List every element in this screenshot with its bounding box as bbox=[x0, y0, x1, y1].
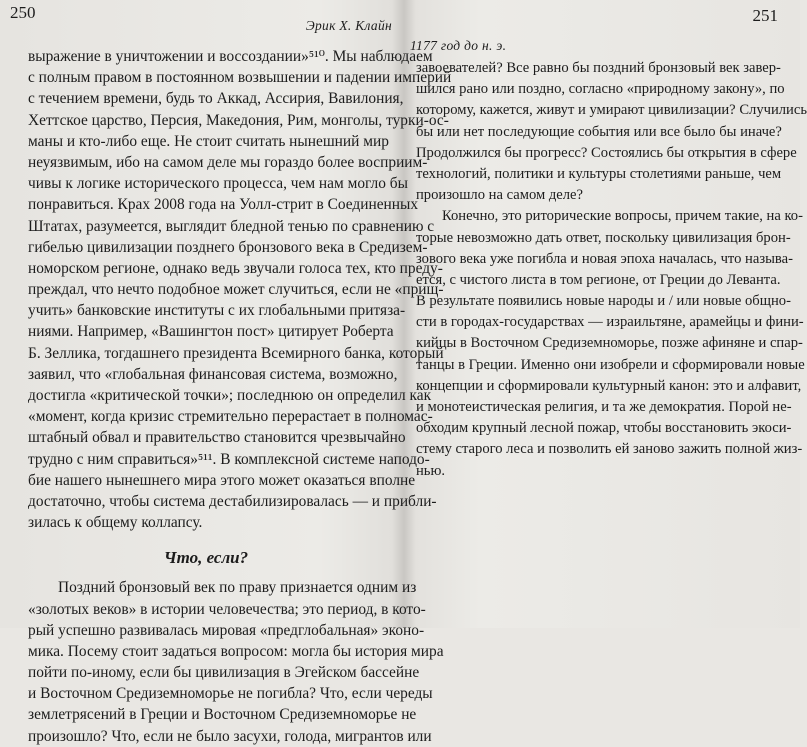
text-line: Продолжился бы прогресс? Состоялись бы открытия в сфере bbox=[416, 144, 797, 161]
text-line: концепции и сформировали культурный канон: это и алфавит, bbox=[416, 377, 802, 394]
right-text-block bbox=[416, 58, 807, 482]
text-line: кийцы в Восточном Средиземноморье, позже афиняне и спар- bbox=[416, 335, 803, 352]
text-line: неуязвимым, ибо на самом деле мы гораздо более восприим- bbox=[28, 153, 428, 171]
text-line: Б. Зеллика, тогдашнего президента Всемирного банка, который bbox=[28, 344, 444, 362]
text-line: Конечно, это риторические вопросы, причем такие, на ко- bbox=[442, 208, 803, 225]
text-line: торые невозможно дать ответ, поскольку цивилизация брон- bbox=[416, 229, 791, 246]
text-line: танцы в Греции. Именно они изобрели и сформировали новые bbox=[416, 356, 805, 373]
text-line: преждал, что нечто подобное может случиться, если не «прищ- bbox=[28, 281, 444, 299]
page-number: 250 bbox=[10, 3, 36, 22]
text-line: рый успешно развивалась мировая «предглобальная» эконо- bbox=[28, 621, 425, 639]
text-line: чивы к логике исторического процесса, чем нам могло бы bbox=[28, 175, 408, 193]
text-line: и монотеистическая религия, и та же демократия. Порой не- bbox=[416, 399, 792, 415]
text-line: мика. Посему стоит задаться вопросом: могла бы история мира bbox=[28, 642, 444, 660]
text-line: штабный обвал и правительство становится чрезвычайно bbox=[28, 429, 406, 447]
text-line: бы или нет последующие события или все было бы иначе? bbox=[416, 123, 782, 140]
text-line: понравиться. Крах 2008 года на Уолл-стрит в Соединенных bbox=[28, 196, 419, 214]
text-line: гибелью цивилизации позднего бронзового века в Средизем- bbox=[28, 238, 428, 256]
text-line: завоевателей? Все равно бы поздний бронзовый век завер- bbox=[416, 60, 781, 76]
text-line: Хеттское царство, Персия, Македония, Рим, монголы, турки-ос- bbox=[28, 111, 449, 129]
text-line: ниями. Например, «Вашингтон пост» цитирует Роберта bbox=[28, 323, 394, 341]
text-line: достигла «критической точки»; последнюю он определил как bbox=[28, 387, 432, 404]
text-line: произошло на самом деле? bbox=[416, 187, 584, 204]
text-line: с полным правом в постоянном возвышении и падении империй bbox=[28, 69, 452, 87]
text-line: учить» банковские институты с их глобальными притяза- bbox=[28, 302, 406, 320]
text-line: обходим крупный лесной пожар, чтобы восстановить экоси- bbox=[416, 420, 792, 437]
section-heading: Что, если? bbox=[163, 548, 249, 568]
text-line: произошло? Что, если не было засухи, голода, мигрантов или bbox=[28, 727, 432, 745]
left-text-block bbox=[28, 46, 452, 747]
text-line: и Восточном Средиземноморье не погибла? Что, если череды bbox=[28, 685, 433, 703]
text-line: Штатах, разумеется, выглядит бледной тенью по сравнению с bbox=[28, 217, 435, 235]
text-line: номорском регионе, однако ведь звучали голоса тех, кто преду- bbox=[28, 259, 443, 277]
text-line: нью. bbox=[416, 462, 446, 479]
text-line: технологий, политики и культуры столетиями раньше, чем bbox=[416, 165, 782, 182]
text-line: выражение в уничтожении и воссоздании»⁵¹⁰. Мы наблюдаем bbox=[28, 48, 433, 65]
page-number: 251 bbox=[752, 6, 778, 25]
text-line: Поздний бронзовый век по праву признается одним из bbox=[58, 579, 417, 597]
text-line: маны и кто-либо еще. Не стоит считать нынешний мир bbox=[28, 132, 389, 150]
text-line: землетрясений в Греции и Восточном Средиземноморье не bbox=[28, 706, 417, 724]
text-line: шился рано или поздно, согласно «природному закону», по bbox=[416, 81, 785, 98]
text-line: бие нашего нынешнего мира этого может оказаться вполне bbox=[28, 471, 416, 489]
text-line: пойти по-иному, если бы цивилизация в Эгейском бассейне bbox=[28, 664, 420, 682]
text-line: трудно с ним справиться»⁵¹¹. В комплексной системе наподо- bbox=[28, 450, 430, 468]
text-line: «момент, когда кризис стремительно перерастает в полномас- bbox=[28, 408, 433, 426]
text-line: зилась к общему коллапсу. bbox=[28, 514, 203, 532]
text-line: сти в городах-государствах — израильтяне, арамейцы и фини- bbox=[416, 314, 804, 331]
running-head-author: Эрик Х. Клайн bbox=[305, 18, 392, 33]
right-page bbox=[398, 0, 807, 628]
text-line: стему старого леса и позволить ей заново зажить полной жиз- bbox=[416, 441, 803, 458]
text-line: с течением времени, будь то Аккад, Ассирия, Вавилония, bbox=[28, 90, 404, 108]
text-line: заявил, что «глобальная финансовая система, возможно, bbox=[28, 365, 398, 383]
text-line: которому, кажется, живут и умирают цивилизации? Случились bbox=[416, 102, 807, 119]
text-line: ется, с чистого листа в том регионе, от Греции до Леванта. bbox=[416, 271, 781, 288]
text-line: «золотых веков» в истории человечества; это период, в кото- bbox=[28, 600, 426, 618]
text-line: зового века уже погибла и новая эпоха началась, что называ- bbox=[416, 250, 793, 267]
text-line: В результате появились новые народы и / или новые общно- bbox=[416, 293, 791, 310]
running-head-title: 1177 год до н. э. bbox=[410, 38, 507, 53]
text-line: достаточно, чтобы система дестабилизировалась — и прибли- bbox=[28, 492, 437, 510]
